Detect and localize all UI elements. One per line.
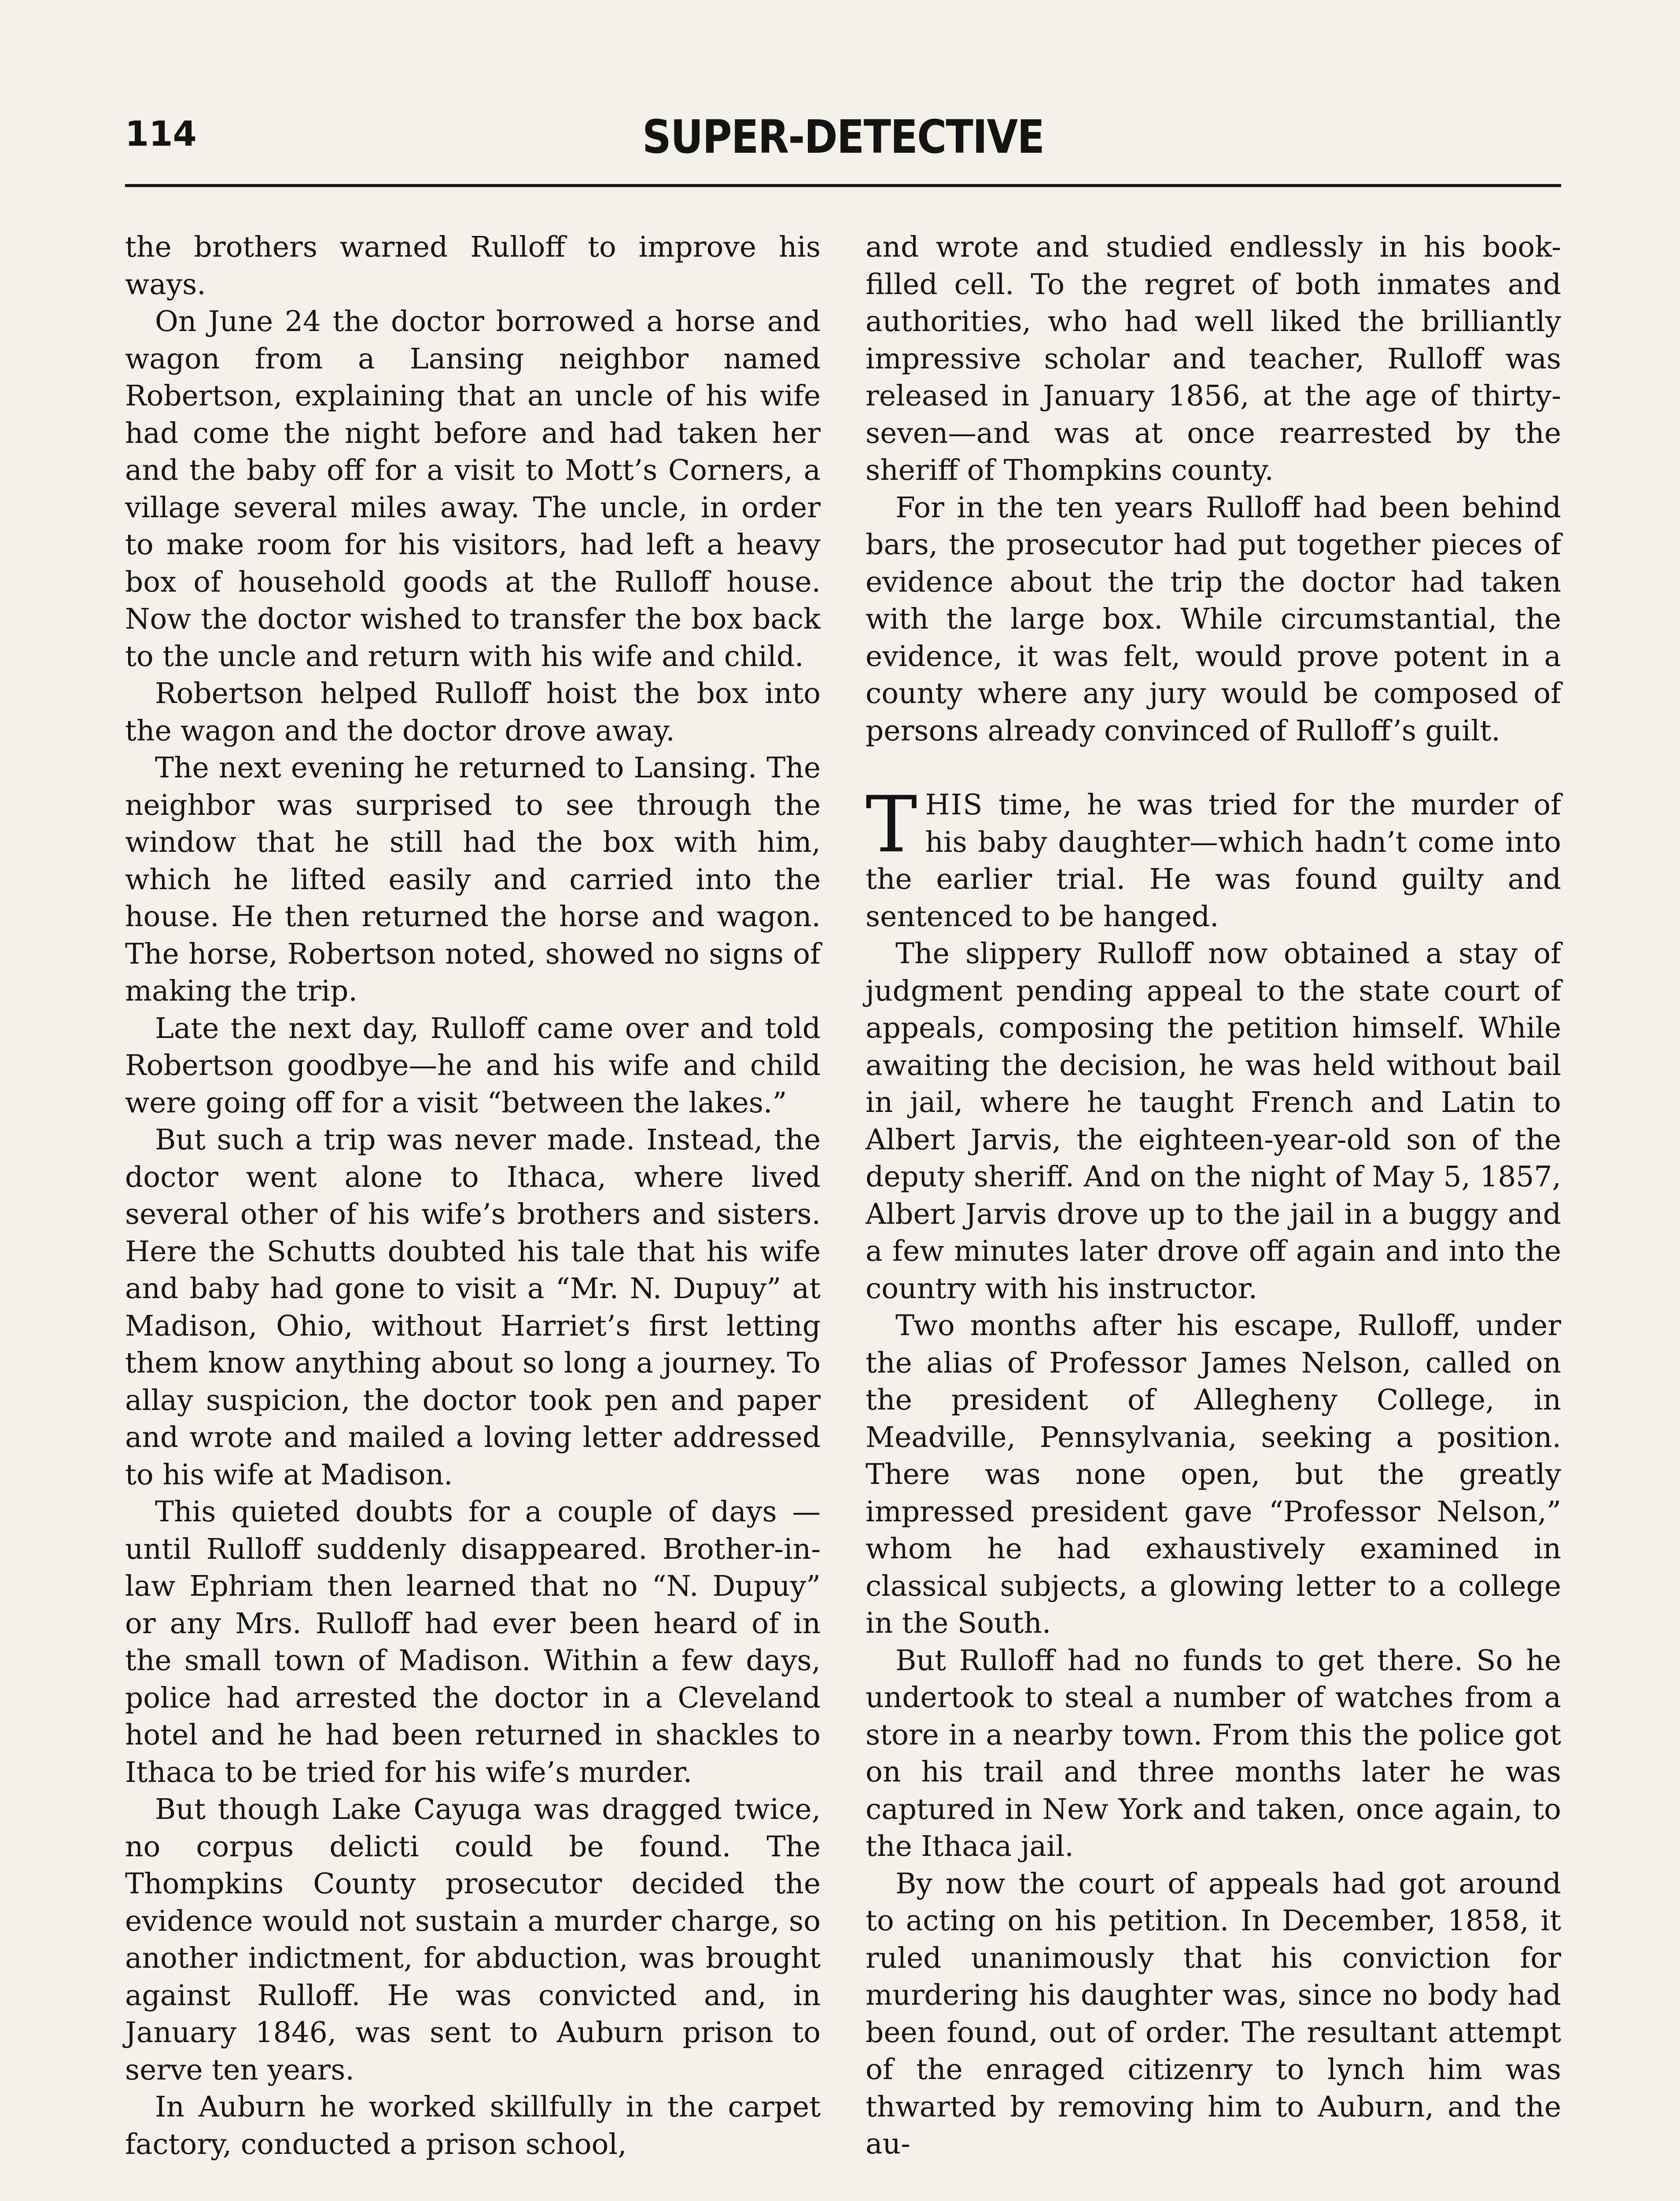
paragraph: The slippery Rulloff now obtained a stay of judgment pending appeal to the state court of appeals, composing the petition himself. While awaiting the decision, he was held without bail in jail, where he taught French and Latin to Albert Jarvis, the eighteen-year-old son of the deputy sheriff. And on the night of May 5, 1857, Albert Jarvis drove up to the jail in a buggy and a few minutes later drove off again and into the country with his instructor.: [866, 937, 1561, 1305]
left-column: [125, 229, 821, 2163]
drop-cap: T: [866, 780, 917, 870]
page-header: [125, 106, 1561, 180]
right-column: [866, 229, 1561, 2163]
paragraph: But such a trip was never made. Instead, the doctor went alone to Ithaca, where lived several other of his wife’s brothers and sisters. Here the Schutts doubted his tale that his wife and baby had gone to visit a “Mr. N. Dupuy” at Madison, Ohio, without Harriet’s first letting them know anything about so long a journey. To allay suspicion, the doctor took pen and paper and wrote and mailed a loving letter addressed to his wife at Madison.: [125, 1123, 821, 1491]
paragraph: This quieted doubts for a couple of days —until Rulloff suddenly disappeared. Brother-in-law Ephriam then learned that no “N. Dupuy” or any Mrs. Rulloff had ever been heard of in the small town of Madison. Within a few days, police had arrested the doctor in a Cleveland hotel and he had been returned in shackles to Ithaca to be tried for his wife’s murder.: [125, 1495, 821, 1789]
lead-in: HIS: [925, 788, 984, 821]
page-number: 114: [125, 114, 197, 154]
paragraph: and wrote and studied endlessly in his book-filled cell. To the regret of both inmates and authorities, who had well liked the brilliantly impressive scholar and teacher, Rulloff was released in January 1856, at the age of thirty-seven—and was at once rearrested by the sheriff of Thompkins county.: [866, 231, 1561, 487]
paragraph: the brothers warned Rulloff to improve his ways.: [125, 231, 821, 301]
paragraph: On June 24 the doctor borrowed a horse and wagon from a Lansing neighbor named Robertson, explaining that an uncle of his wife had come the night before and had taken her and the baby off for a visit to Mott’s Corners, a village several miles away. The uncle, in order to make room for his visitors, had left a heavy box of household goods at the Rulloff house. Now the doctor wished to transfer the box back to the uncle and return with his wife and child.: [125, 305, 821, 673]
paragraph: But Rulloff had no funds to get there. So he undertook to steal a number of watches from a store in a nearby town. From this the police got on his trail and three months later he was captured in New York and taken, once again, to the Ithaca jail.: [866, 1644, 1561, 1863]
paragraph: But though Lake Cayuga was dragged twice, no corpus delicti could be found. The Thompkins County prosecutor decided the evidence would not sustain a murder charge, so another indictment, for abduction, was brought against Rulloff. He was convicted and, in January 1846, was sent to Auburn prison to serve ten years.: [125, 1793, 821, 2087]
paragraph: The next evening he returned to Lansing. The neighbor was surprised to see through the window that he still had the box with him, which he lifted easily and carried into the house. He then returned the horse and wagon. The horse, Robertson noted, showed no signs of making the trip.: [125, 751, 821, 1008]
paragraph: For in the ten years Rulloff had been behind bars, the prosecutor had put together pieces of evidence about the trip the doctor had taken with the large box. While circumstantial, the evidence, it was felt, would prove potent in a county where any jury would be composed of persons already convinced of Rulloff’s guilt.: [866, 491, 1561, 747]
paragraph: In Auburn he worked skillfully in the carpet factory, conducted a prison school,: [125, 2091, 821, 2161]
paragraph: Two months after his escape, Rulloff, under the alias of Professor James Nelson, called on the president of Allegheny College, in Meadville, Pennsylvania, seeking a position. There was none open, but the greatly impressed president gave “Professor Nelson,” whom he had exhaustively examined in classical subjects, a glowing letter to a college in the South.: [866, 1309, 1561, 1640]
section-opening-paragraph: [866, 780, 1561, 935]
running-title: SUPER-DETECTIVE: [642, 110, 1044, 164]
header-rule: [125, 184, 1561, 187]
paragraph-text: time, he was tried for the murder of his baby daughter—which hadn’t come into the earlier trial. He was found guilty and sentenced to be hanged.: [866, 788, 1561, 933]
paragraph: Late the next day, Rulloff came over and told Robertson goodbye—he and his wife and child were going off for a visit “between the lakes.”: [125, 1012, 821, 1119]
paragraph: By now the court of appeals had got around to acting on his petition. In December, 1858, it ruled unanimously that his conviction for murdering his daughter was, since no body had been found, out of order. The resultant attempt of the enraged citizenry to lynch him was thwarted by removing him to Auburn, and the au-: [866, 1867, 1561, 2161]
paragraph: Robertson helped Rulloff hoist the box into the wagon and the doctor drove away.: [125, 677, 821, 747]
